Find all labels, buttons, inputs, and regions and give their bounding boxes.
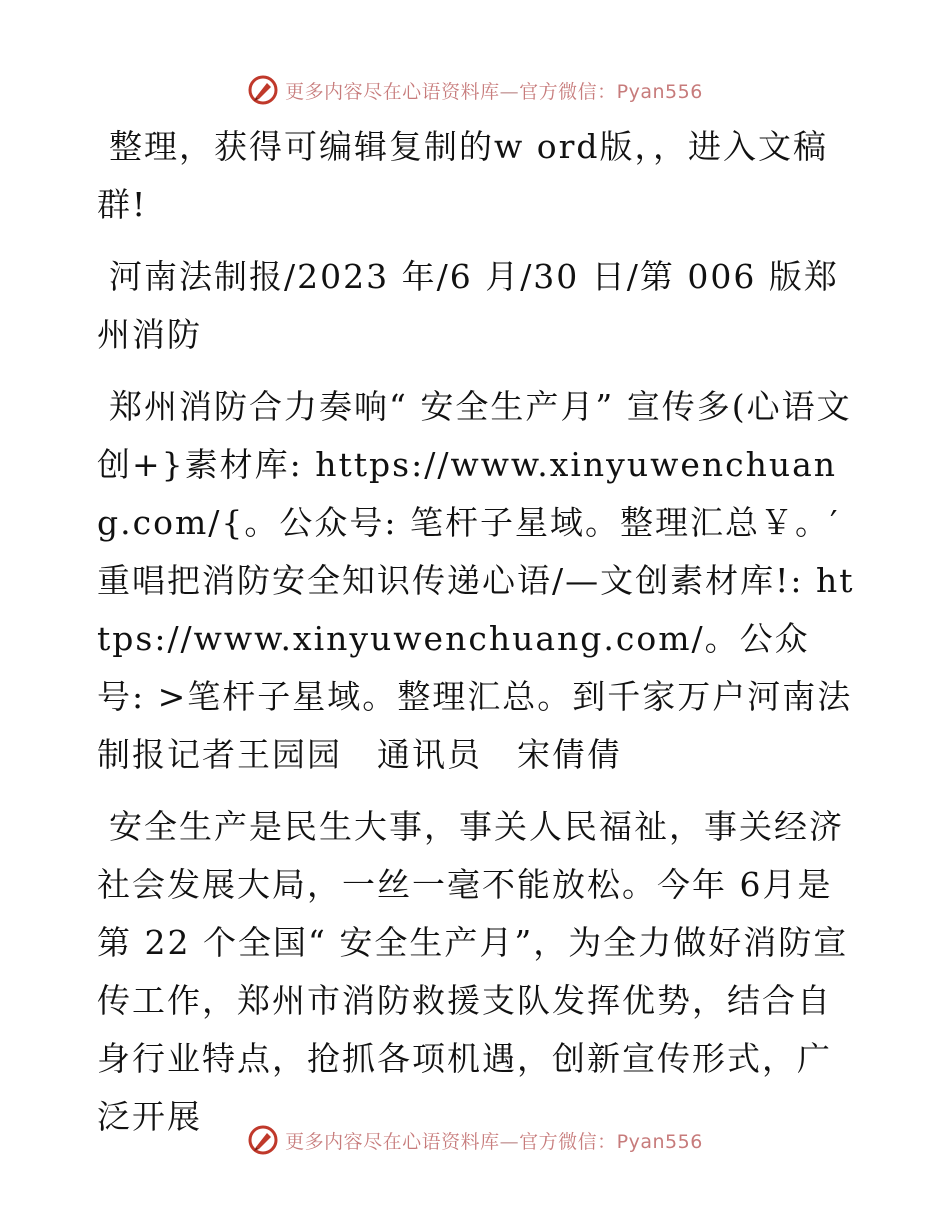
document-body (97, 118, 857, 1160)
paragraph: 河南法制报/2023 年/6 月/30 日/第 006 版郑州消防 (97, 257, 839, 354)
paragraph: 安全生产是民生大事，事关人民福祉，事关经济社会发展大局，一丝一毫不能放松。今年 6月是第 22 个全国“ 安全生产月”，为全力做好消防宣传工作，郑州市消防救援支队发挥优势，结合自身行业特点，抢抓各项机遇，创新宣传形式，广泛开展 (97, 807, 849, 1136)
pen-nib-logo-icon (247, 1124, 279, 1156)
banner-text: 更多内容尽在心语资料库—官方微信：Pyan556 (285, 80, 703, 103)
paragraph: 郑州消防合力奏响“ 安全生产月” 宣传多(心语文创+}素材库: https://www.xinyuwenchuang.com/{。公众号: 笔杆子星域。整理汇总￥。′重唱把消防安全知识传递心语/—文创素材库!: https://www.xinyuwenchuang.com/。公众号: >笔杆子星域。整理汇总。到千家万户河南法制报记者王园园 通讯员 宋倩倩 (97, 387, 855, 774)
pen-nib-logo-icon (247, 74, 279, 106)
header-banner (0, 70, 950, 110)
paragraph: 整理，获得可编辑复制的w ord版，，进入文稿群! (97, 127, 829, 224)
footer-banner (0, 1120, 950, 1160)
banner-text: 更多内容尽在心语资料库—官方微信：Pyan556 (285, 1130, 703, 1153)
